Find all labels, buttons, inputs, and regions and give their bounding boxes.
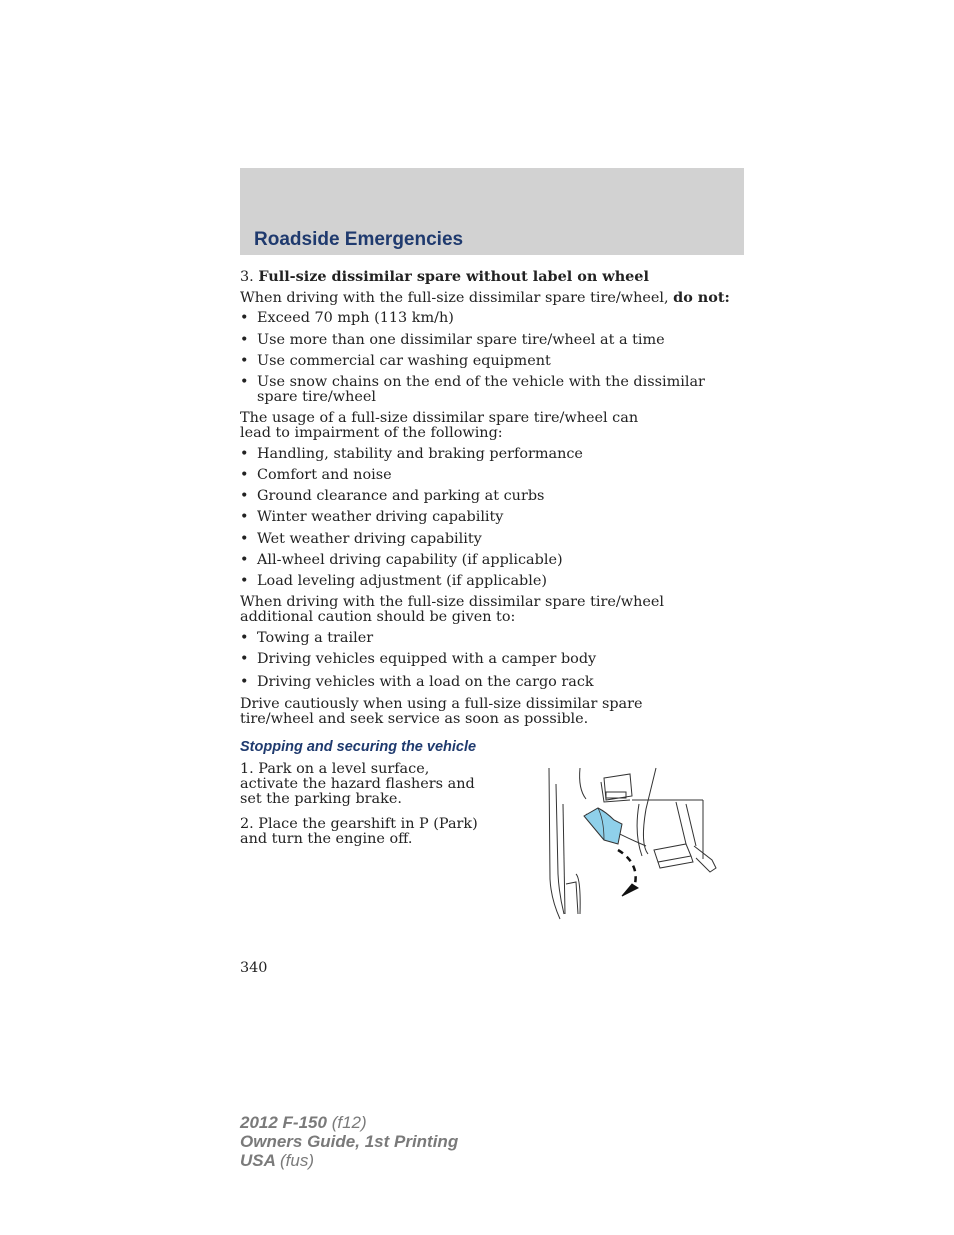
bullet-dot: • bbox=[240, 552, 249, 568]
caution-intro: When driving with the full-size dissimilar spare tire/wheel additional caution should be given to: bbox=[240, 594, 664, 625]
item3-heading bbox=[240, 269, 740, 285]
bullet-dot: • bbox=[240, 488, 249, 504]
section-header-band bbox=[240, 168, 744, 255]
footer-model: 2012 F-150 bbox=[240, 1113, 327, 1132]
bullet-dot: • bbox=[240, 446, 249, 462]
bullet-dot: • bbox=[240, 353, 249, 369]
bullet-dot: • bbox=[240, 332, 249, 348]
list-item-text: Towing a trailer bbox=[257, 630, 374, 646]
footer-region-code: (fus) bbox=[280, 1151, 314, 1170]
list-item-text: Exceed 70 mph (113 km/h) bbox=[257, 310, 454, 326]
item3-intro bbox=[240, 290, 740, 306]
footer-region: USA bbox=[240, 1151, 276, 1170]
list-item-text: Comfort and noise bbox=[257, 467, 392, 483]
list-item-text: Handling, stability and braking performance bbox=[257, 446, 583, 462]
subheading-stopping: Stopping and securing the vehicle bbox=[240, 739, 477, 755]
footer-line-3 bbox=[240, 1151, 458, 1170]
list-item-text: Winter weather driving capability bbox=[257, 509, 504, 525]
bullet-dot: • bbox=[240, 374, 249, 390]
item3-intro-bold: do not: bbox=[673, 289, 730, 306]
bullet-dot: • bbox=[240, 310, 249, 326]
footer-model-code: (f12) bbox=[331, 1113, 367, 1132]
section-title: Roadside Emergencies bbox=[254, 229, 464, 250]
drive-cautiously-paragraph: Drive cautiously when using a full-size dissimilar spare tire/wheel and seek service as soon as possible. bbox=[240, 696, 643, 727]
bullet-dot: • bbox=[240, 467, 249, 483]
list-item-text: Driving vehicles with a load on the cargo rack bbox=[257, 674, 594, 690]
bullet-dot: • bbox=[240, 651, 249, 667]
bullet-dot: • bbox=[240, 630, 249, 646]
impairment-intro: The usage of a full-size dissimilar spare tire/wheel can lead to impairment of the following: bbox=[240, 410, 639, 441]
list-item-text: All-wheel driving capability (if applicable) bbox=[257, 552, 563, 568]
footer-edition-info bbox=[240, 1113, 458, 1170]
bullet-dot: • bbox=[240, 531, 249, 547]
list-item-text: Driving vehicles equipped with a camper body bbox=[257, 651, 597, 667]
item3-intro-text: When driving with the full-size dissimilar spare tire/wheel, bbox=[240, 290, 669, 306]
list-item-text: Ground clearance and parking at curbs bbox=[257, 488, 545, 504]
footer-guide: Owners Guide, 1st Printing bbox=[240, 1132, 459, 1151]
bullet-dot: • bbox=[240, 509, 249, 525]
item3-title: Full-size dissimilar spare without label on wheel bbox=[258, 268, 649, 285]
bullet-dot: • bbox=[240, 674, 249, 690]
list-item-text: Use snow chains on the end of the vehicle with the dissimilar spare tire/wheel bbox=[257, 374, 705, 405]
illustration-lines bbox=[549, 768, 716, 919]
footer-line-1 bbox=[240, 1113, 458, 1132]
list-item-text: Use commercial car washing equipment bbox=[257, 353, 551, 369]
footer-line-2 bbox=[240, 1132, 458, 1151]
list-item-text: Wet weather driving capability bbox=[257, 531, 482, 547]
list-item-text: Load leveling adjustment (if applicable) bbox=[257, 573, 547, 589]
parking-brake-illustration bbox=[546, 764, 722, 920]
release-arrow-icon bbox=[618, 850, 636, 888]
list-item-text: Use more than one dissimilar spare tire/wheel at a time bbox=[257, 332, 665, 348]
step-2: 2. Place the gearshift in P (Park) and turn the engine off. bbox=[240, 816, 478, 847]
item3-number: 3. bbox=[240, 269, 254, 285]
step-1: 1. Park on a level surface, activate the hazard flashers and set the parking brake. bbox=[240, 761, 475, 807]
bullet-dot: • bbox=[240, 573, 249, 589]
page-number: 340 bbox=[240, 960, 268, 976]
